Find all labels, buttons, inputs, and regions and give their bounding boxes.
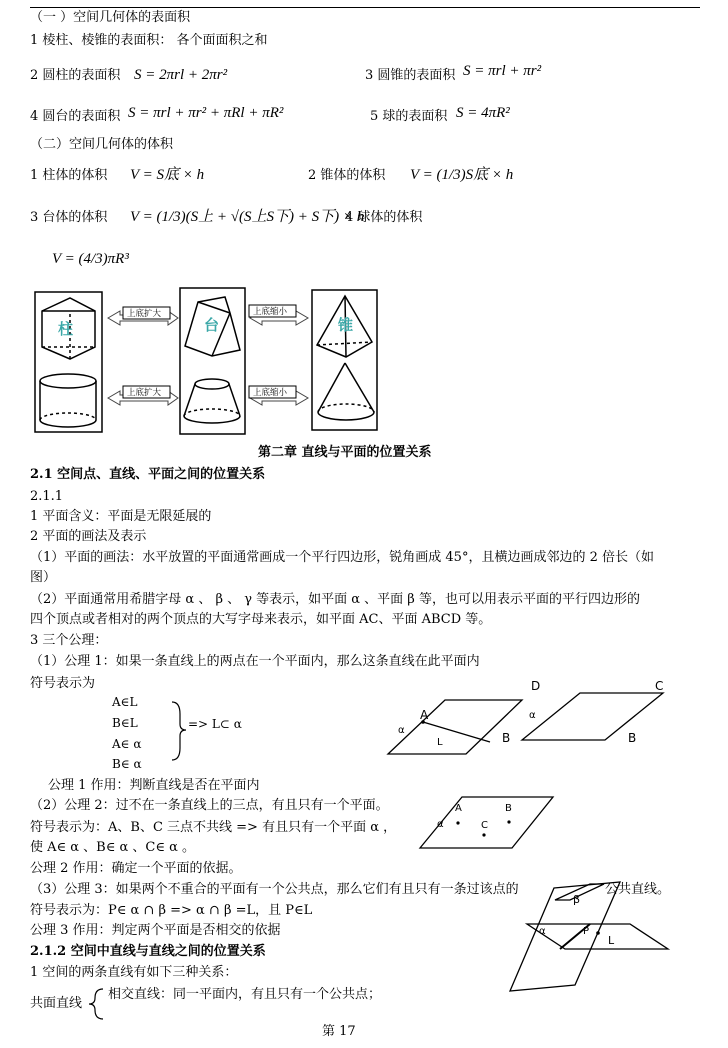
section-2-1-2-title: 2.1.2 空间中直线与直线之间的位置关系 xyxy=(30,944,266,959)
sphere-surface-formula: S = 4πR² xyxy=(456,105,510,121)
d4-label-alpha: α xyxy=(539,926,546,937)
page-number: 第 17 xyxy=(322,1024,356,1039)
plane-notation-line1: （2）平面通常用希腊字母 α 、 β 、 γ 等表示，如平面 α 、平面 β 等，也可以用表示平面的平行四边形的 xyxy=(30,592,640,607)
plane-abcd xyxy=(522,693,663,740)
axiom-2-symbol-2: 使 A∈ α 、B∈ α 、C∈ α 。 xyxy=(30,840,196,855)
d3-label-c: C xyxy=(481,820,488,831)
d2-label-d: D xyxy=(531,679,541,693)
axioms-title: 3 三个公理： xyxy=(30,633,108,648)
surface-item-5-label: 5 球的表面积 xyxy=(370,109,448,124)
d4-label-beta: β xyxy=(573,893,581,906)
d3-label-a: A xyxy=(455,803,462,814)
d1-label-b-under: B xyxy=(502,731,511,745)
axiom-1: （1）公理 1：如果一条直线上的两点在一个平面内，那么这条直线在此平面内 xyxy=(30,654,480,669)
three-relations: 1 空间的两条直线有如下三种关系： xyxy=(30,965,238,980)
chapter-title: 第二章 直线与平面的位置关系 xyxy=(258,445,432,460)
d1-label-alpha: α xyxy=(398,725,405,736)
axiom-1-cond-2: B∈L xyxy=(112,716,138,730)
axiom-1-symbol-label: 符号表示为 xyxy=(30,676,96,691)
plane-alpha-int xyxy=(527,924,668,949)
axiom-3-symbol: 符号表示为：P∈ α ∩ β => α ∩ β =L，且 P∈L xyxy=(30,903,313,918)
plane-notation-line2: 四个顶点或者相对的两个顶点的大写字母来表示，如平面 AC、平面 ABCD 等。 xyxy=(30,612,492,627)
cylinder-top xyxy=(40,374,96,388)
label-frustum: 台 xyxy=(204,316,220,334)
section-2-1-title: 2.1 空间点、直线、平面之间的位置关系 xyxy=(30,467,266,482)
brace-coplanar xyxy=(89,989,103,1019)
frustum-cone-top xyxy=(195,379,229,389)
pyramid-volume-formula: V = (1/3)S底 × h xyxy=(410,167,514,183)
axiom-3-end: 公共直线。 xyxy=(605,882,671,897)
arrow-label-3: 上底扩大 xyxy=(127,388,162,398)
plane-drawing-title: 2 平面的画法及表示 xyxy=(30,529,147,544)
axiom-3-use: 公理 3 作用：判定两个平面是否相交的依据 xyxy=(30,923,281,938)
surface-item-3-label: 3 圆锥的表面积 xyxy=(365,68,456,83)
volume-item-1-label: 1 柱体的体积 xyxy=(30,168,108,183)
volume-item-3-label: 3 台体的体积 xyxy=(30,210,108,225)
frustum-volume-formula: V = (1/3)(S上 + √(S上S下) + S下) × h xyxy=(130,209,365,225)
plane-drawing-line2: 图） xyxy=(30,570,57,585)
axiom-2-symbol: 符号表示为：A、B、C 三点不共线 => 有且只有一个平面 α ， xyxy=(30,820,397,835)
d3-label-alpha: α xyxy=(437,819,444,830)
section-title-volume: （二）空间几何体的体积 xyxy=(30,137,174,152)
d2-label-alpha: α xyxy=(529,710,536,721)
frustum-surface-formula: S = πrl + πr² + πRl + πR² xyxy=(128,105,284,121)
surface-item-2-label: 2 圆柱的表面积 xyxy=(30,68,121,83)
axiom-1-cond-1: A∈L xyxy=(112,695,138,709)
arrow-label-4: 上底缩小 xyxy=(253,388,288,398)
plane-alpha-line xyxy=(388,700,522,754)
brace-axiom1 xyxy=(172,702,186,760)
surface-item-1: 1 棱柱、棱锥的表面积： 各个面面积之和 xyxy=(30,33,268,48)
axiom-1-cond-4: B∈ α xyxy=(112,757,142,771)
label-pyramid: 锥 xyxy=(338,316,354,334)
label-prism: 柱 xyxy=(58,320,74,338)
d4-label-p: P xyxy=(583,926,590,937)
d1-label-l: L xyxy=(437,737,443,748)
surface-item-4-label: 4 圆台的表面积 xyxy=(30,109,121,124)
cone-surface-formula: S = πrl + πr² xyxy=(463,63,542,79)
intersecting-lines: 相交直线：同一平面内，有且只有一个公共点； xyxy=(108,987,382,1002)
plane-drawing-line1: （1）平面的画法：水平放置的平面通常画成一个平行四边形，锐角画成 45°，且横边画成邻边的 2 倍长（如 xyxy=(30,550,654,565)
arrow-label-2: 上底缩小 xyxy=(253,307,288,317)
section-2-1-1: 2.1.1 xyxy=(30,489,64,504)
arrow-label-1: 上底扩大 xyxy=(127,309,162,319)
volume-item-2-label: 2 锥体的体积 xyxy=(308,168,386,183)
plane-meaning: 1 平面含义：平面是无限延展的 xyxy=(30,509,212,524)
sphere-volume-formula: V = (4/3)πR³ xyxy=(52,251,129,267)
plane-beta xyxy=(510,882,620,991)
axiom-2: （2）公理 2：过不在一条直线上的三点，有且只有一个平面。 xyxy=(30,798,389,813)
d2-label-c: C xyxy=(655,679,664,693)
d1-label-a: A xyxy=(420,708,429,722)
d3-label-b: B xyxy=(505,803,512,814)
d2-label-b: B xyxy=(628,731,637,745)
d4-label-l: L xyxy=(608,934,615,947)
axiom-3: （3）公理 3：如果两个不重合的平面有一个公共点，那么它们有且只有一条过该点的 xyxy=(30,882,519,897)
axiom-1-implication: => L⊂ α xyxy=(188,717,242,731)
coplanar-lines: 共面直线 xyxy=(30,996,83,1011)
axiom-2-use: 公理 2 作用：确定一个平面的依据。 xyxy=(30,861,242,876)
axiom-1-use: 公理 1 作用：判断直线是否在平面内 xyxy=(48,778,260,793)
prism-volume-formula: V = S底 × h xyxy=(130,167,205,183)
cylinder-surface-formula: S = 2πrl + 2πr² xyxy=(134,67,228,83)
axiom-1-cond-3: A∈ α xyxy=(112,737,142,751)
prism-cylinder-frame xyxy=(35,292,102,432)
volume-item-4-label: 4 球体的体积 xyxy=(345,210,423,225)
section-title-surface: （一 ）空间几何体的表面积 xyxy=(30,10,191,25)
